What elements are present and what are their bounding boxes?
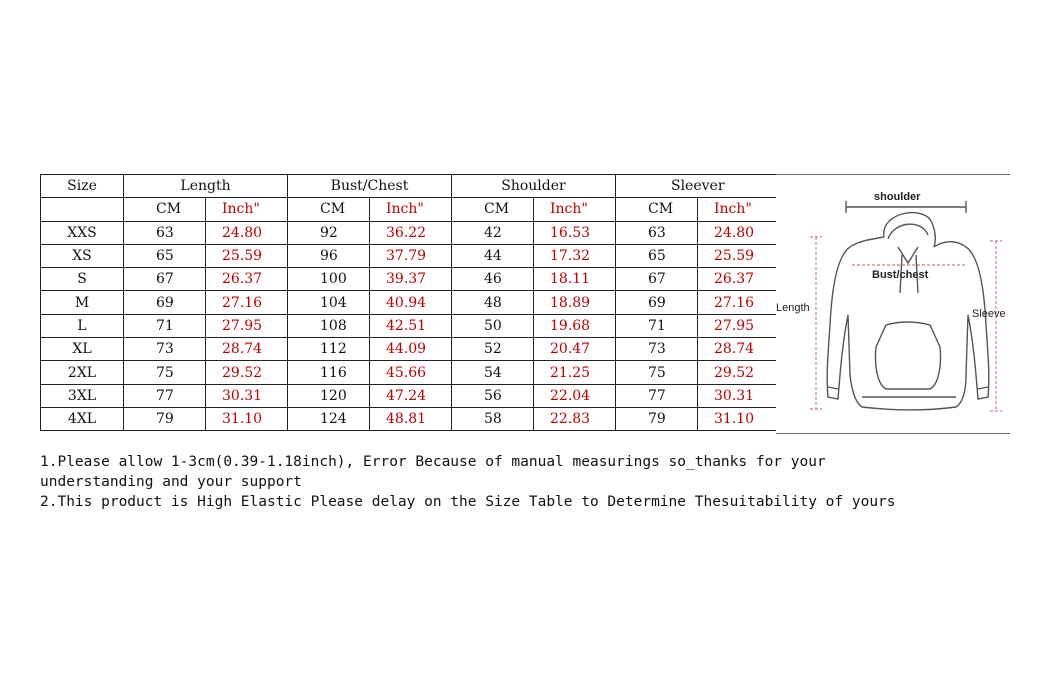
header-bust: Bust/Chest — [288, 175, 452, 198]
table-row — [41, 407, 780, 430]
note-1: 1.Please allow 1-3cm(0.39-1.18inch), Error Because of manual measurings so_thanks for your — [40, 454, 826, 470]
size-cell: 2XL — [41, 361, 124, 384]
bust-cm-cell: 104 — [288, 291, 370, 314]
table-row — [41, 268, 780, 291]
shoulder-inch-cell: 18.11 — [534, 268, 616, 291]
unit-cm: CM — [616, 198, 698, 221]
header-shoulder: Shoulder — [452, 175, 616, 198]
unit-inch: Inch" — [698, 198, 780, 221]
shoulder-inch-cell: 16.53 — [534, 221, 616, 244]
bust-cm-cell: 92 — [288, 221, 370, 244]
bust-inch-cell: 40.94 — [370, 291, 452, 314]
sleeve-label: Sleeve — [972, 308, 1006, 320]
table-row — [41, 361, 780, 384]
hood-outline — [884, 213, 936, 247]
shoulder-cm-cell: 42 — [452, 221, 534, 244]
table-row — [41, 314, 780, 337]
header-sleever: Sleever — [616, 175, 780, 198]
table-row — [41, 384, 780, 407]
hoodie-measurement-diagram — [776, 174, 1010, 434]
size-cell: 4XL — [41, 407, 124, 430]
bust-inch-cell: 36.22 — [370, 221, 452, 244]
unit-inch: Inch" — [370, 198, 452, 221]
size-cell: 3XL — [41, 384, 124, 407]
bust-cm-cell: 108 — [288, 314, 370, 337]
sleeve-inch-cell: 29.52 — [698, 361, 780, 384]
shoulder-inch-cell: 21.25 — [534, 361, 616, 384]
length-inch-cell: 30.31 — [206, 384, 288, 407]
sleeve-cm-cell: 73 — [616, 338, 698, 361]
sleeve-cm-cell: 69 — [616, 291, 698, 314]
size-cell: XXS — [41, 221, 124, 244]
length-cm-cell: 73 — [124, 338, 206, 361]
shoulder-cm-cell: 54 — [452, 361, 534, 384]
header-row — [41, 175, 780, 198]
length-inch-cell: 29.52 — [206, 361, 288, 384]
shoulder-cm-cell: 56 — [452, 384, 534, 407]
bust-label: Bust/chest — [872, 269, 929, 281]
sleeve-inch-cell: 28.74 — [698, 338, 780, 361]
bust-cm-cell: 112 — [288, 338, 370, 361]
shoulder-inch-cell: 22.83 — [534, 407, 616, 430]
sleeve-inch-cell: 27.95 — [698, 314, 780, 337]
sleeve-cm-cell: 63 — [616, 221, 698, 244]
unit-blank — [41, 198, 124, 221]
length-cm-cell: 77 — [124, 384, 206, 407]
shoulder-label: shoulder — [874, 191, 921, 203]
bust-inch-cell: 39.37 — [370, 268, 452, 291]
sleeve-inch-cell: 31.10 — [698, 407, 780, 430]
size-cell: M — [41, 291, 124, 314]
shoulder-inch-cell: 17.32 — [534, 244, 616, 267]
sleeve-cm-cell: 71 — [616, 314, 698, 337]
length-inch-cell: 25.59 — [206, 244, 288, 267]
sleeve-cm-cell: 79 — [616, 407, 698, 430]
unit-inch: Inch" — [206, 198, 288, 221]
table-row — [41, 291, 780, 314]
length-inch-cell: 27.16 — [206, 291, 288, 314]
unit-cm: CM — [452, 198, 534, 221]
size-notes — [40, 452, 1000, 512]
sleeve-inch-cell: 25.59 — [698, 244, 780, 267]
length-inch-cell: 31.10 — [206, 407, 288, 430]
shoulder-inch-cell: 18.89 — [534, 291, 616, 314]
sleeve-cm-cell: 65 — [616, 244, 698, 267]
note-2: 2.This product is High Elastic Please delay on the Size Table to Determine Thesuitability of yours — [40, 494, 896, 510]
bust-inch-cell: 37.79 — [370, 244, 452, 267]
length-inch-cell: 24.80 — [206, 221, 288, 244]
unit-row — [41, 198, 780, 221]
table-row — [41, 221, 780, 244]
note-1-continued: understanding and your support — [40, 474, 302, 490]
shoulder-cm-cell: 50 — [452, 314, 534, 337]
bust-cm-cell: 96 — [288, 244, 370, 267]
sleeve-cm-cell: 75 — [616, 361, 698, 384]
bust-cm-cell: 100 — [288, 268, 370, 291]
shoulder-cm-cell: 48 — [452, 291, 534, 314]
hoodie-illustration — [776, 175, 1010, 433]
sleeve-inch-cell: 24.80 — [698, 221, 780, 244]
sleeve-inch-cell: 30.31 — [698, 384, 780, 407]
shoulder-cm-cell: 46 — [452, 268, 534, 291]
shoulder-inch-cell: 22.04 — [534, 384, 616, 407]
length-cm-cell: 71 — [124, 314, 206, 337]
length-inch-cell: 26.37 — [206, 268, 288, 291]
header-size: Size — [41, 175, 124, 198]
bust-cm-cell: 124 — [288, 407, 370, 430]
length-cm-cell: 65 — [124, 244, 206, 267]
bust-inch-cell: 47.24 — [370, 384, 452, 407]
size-chart-table — [40, 174, 780, 431]
length-cm-cell: 63 — [124, 221, 206, 244]
size-cell: S — [41, 268, 124, 291]
bust-cm-cell: 120 — [288, 384, 370, 407]
shoulder-inch-cell: 20.47 — [534, 338, 616, 361]
table-row — [41, 338, 780, 361]
header-length: Length — [124, 175, 288, 198]
unit-cm: CM — [288, 198, 370, 221]
sleeve-cm-cell: 77 — [616, 384, 698, 407]
size-cell: XS — [41, 244, 124, 267]
unit-inch: Inch" — [534, 198, 616, 221]
length-cm-cell: 67 — [124, 268, 206, 291]
pocket-outline — [875, 322, 940, 389]
bust-cm-cell: 116 — [288, 361, 370, 384]
bust-inch-cell: 42.51 — [370, 314, 452, 337]
sleeve-inch-cell: 26.37 — [698, 268, 780, 291]
table-row — [41, 244, 780, 267]
bust-inch-cell: 45.66 — [370, 361, 452, 384]
length-inch-cell: 27.95 — [206, 314, 288, 337]
size-cell: XL — [41, 338, 124, 361]
shoulder-cm-cell: 52 — [452, 338, 534, 361]
size-cell: L — [41, 314, 124, 337]
length-label: Length — [776, 302, 810, 314]
length-cm-cell: 69 — [124, 291, 206, 314]
length-inch-cell: 28.74 — [206, 338, 288, 361]
bust-inch-cell: 44.09 — [370, 338, 452, 361]
length-cm-cell: 75 — [124, 361, 206, 384]
shoulder-inch-cell: 19.68 — [534, 314, 616, 337]
shoulder-cm-cell: 58 — [452, 407, 534, 430]
length-cm-cell: 79 — [124, 407, 206, 430]
unit-cm: CM — [124, 198, 206, 221]
bust-inch-cell: 48.81 — [370, 407, 452, 430]
sleeve-inch-cell: 27.16 — [698, 291, 780, 314]
sleeve-cm-cell: 67 — [616, 268, 698, 291]
shoulder-cm-cell: 44 — [452, 244, 534, 267]
